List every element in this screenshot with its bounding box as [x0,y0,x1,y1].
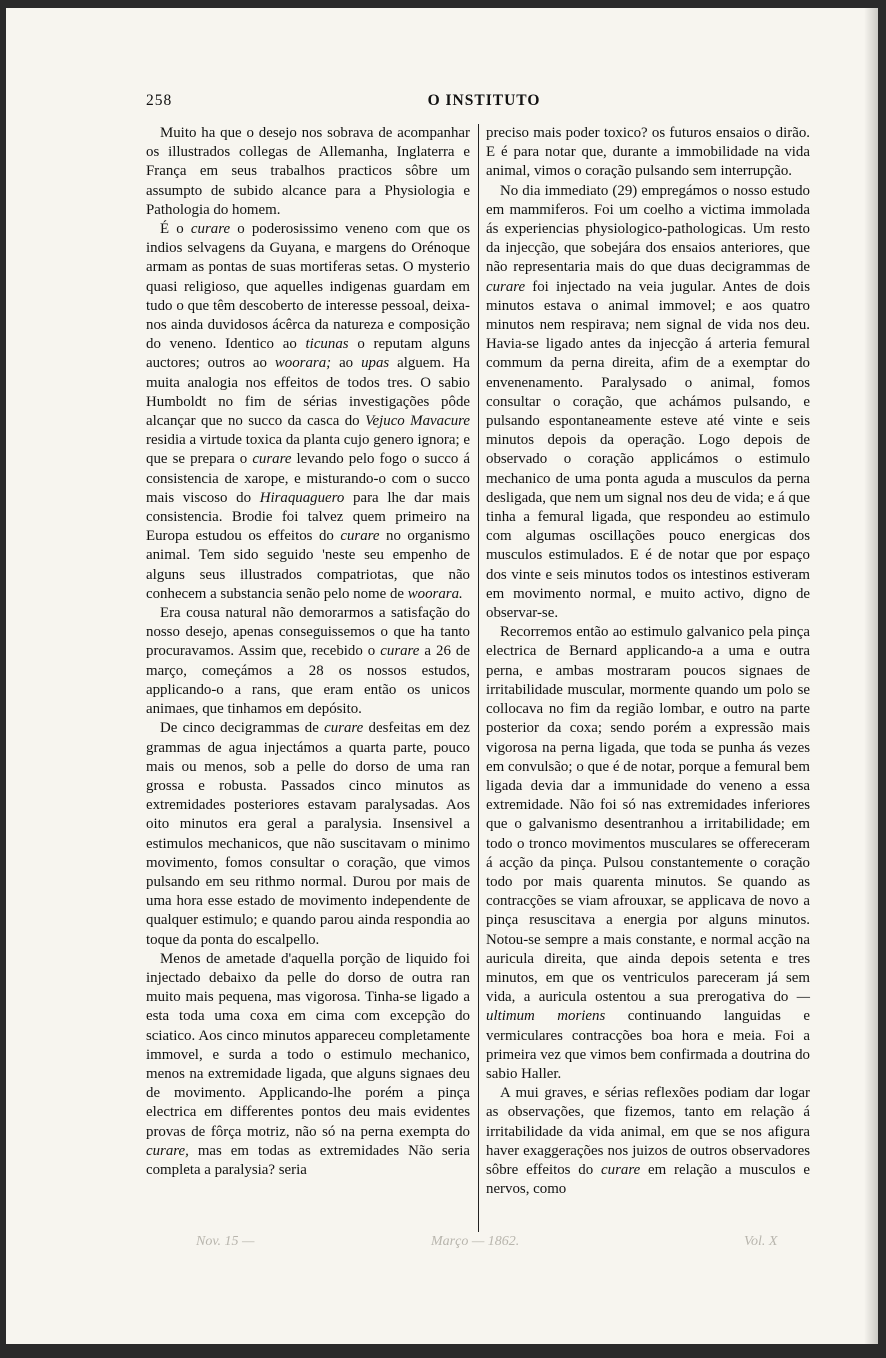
left-column [146,124,470,1180]
paragraph: De cinco decigrammas de curare desfeitas em dez grammas de agua injectámos a quarta parte, pouco mais ou menos, sob a pelle do dorso de uma ran grossa e robusta. Passados cinco minutos as extremidades posteriores estavam paralysadas. Aos oito minutos era geral a paralysia. Insensivel a estimulos mechanicos, que não suscitavam o minimo movimento, fomos consultar o coração, que vimos pulsando em seu rithmo normal. Durou por mais de uma hora esse estado de movimento independente de qualquer estimulo; e quando parou ainda respondia ao toque da ponta do escalpello. [146,720,471,948]
paragraph: Muito ha que o desejo nos sobrava de acompanhar os illustrados collegas de Allemanha, Inglaterra e França em seus trabalhos practicos sôbre um assumpto de subido alcance para a Physiologia e Pathologia do homem. [146,125,470,218]
paragraph: preciso mais poder toxico? os futuros ensaios o dirão. E é para notar que, durante a immobilidade na vida animal, vimos o coração pulsando sem interrupção. [486,125,810,180]
page-number: 258 [146,92,173,109]
paragraph: Menos de ametade d'aquella porção de liquido foi injectado debaixo da pelle do dorso de outra ran muito mais pequena, mas vigorosa. Tinha-se ligado a esta toda uma coxa em cima com excepção do sciatico. Aos cinco minutos appareceu completamente immovel, e surda a todo o estimulo mechanico, menos na extremidade ligada, que alguns signaes deu de movimento. Applicando-lhe porém a pinça electrica em differentes pontos deu mais evidentes provas de fôrça motriz, não só na perna exempta do curare, mas em todas as extremidades Não seria completa a paralysia? seria [146,950,470,1178]
right-column [486,124,810,1199]
bleed-through-footer [146,1234,822,1256]
paragraph: A mui graves, e sérias reflexões podiam dar logar as observações, que fizemos, tanto em relação á irritabilidade da vida animal, em que se nos afigura haver exaggerações nos juizos de outros observadores sôbre effeitos do curare em relação a musculos e nervos, como [486,1085,810,1198]
running-title: O INSTITUTO [427,92,541,109]
column-divider [478,124,479,1232]
ghost-right: Vol. X [744,1234,778,1249]
ghost-left: Nov. 15 — [196,1234,255,1249]
ghost-center: Março — 1862. [431,1234,520,1249]
paragraph: No dia immediato (29) empregámos o nosso estudo em mammiferos. Foi um coelho a victima immolada ás experiencias physiologico-pathologicas. Um resto da injecção, que sobejára dos ensaios anteriores, que não representaria mais do que duas decigrammas de curare foi injectado na veia jugular. Antes de dois minutos estava o animal immovel; e aos quatro minutos nem respirava; nem signal de vida nos deu. Havia-se ligado antes da injecção á arteria femural commum da perna direita, afim de a exemptar do envenenamento. Paralysado o animal, fomos consultar o coração, que achámos pulsando, e pulsando espontaneamente esteve até vinte e seis minutos depois da operação. Logo depois de observado o coração applicámos o estimulo mechanico de uma ponta aguda a musculos da perna desligada, que nem um signal nos deu de vida; e á que tinha a femural ligada, que respondeu ao estimulo com algumas oscillações pouco energicas dos musculos estimulados. E é de notar que por espaço dos vinte e seis minutos todos os intestinos estiveram em movimento normal, e muito activo, digno de observar-se. [486,182,810,622]
paragraph: Era cousa natural não demorarmos a satisfação do nosso desejo, apenas conseguissemos o que ha tanto procuravamos. Assim que, recebido o curare a 26 de março, começámos a 28 os nossos estudos, applicando-o a rans, que eram então os unicos animaes, que tinhamos em depósito. [146,605,470,718]
paragraph: Recorremos então ao estimulo galvanico pela pinça electrica de Bernard applicando-a a uma e outra perna, e ambas mostraram poucos signaes de irritabilidade muscular, mormente quando um polo se collocava no fim da região lombar, e outro na parte posterior da coxa; sendo porém a expressão mais vigorosa na perna ligada, que toda se punha ás vezes em convulsão; o que é de notar, porque a femural bem ligada devia dar a immunidade do veneno a essa extremidade. Não foi só nas extremidades inferiores que o galvanismo desentranhou a irritabilidade; em todo o tronco movimentos musculares se offereceram á acção da pinça. Pulsou constantemente o coração todo por mais quarenta minutos. Se quando as contracções se viam afrouxar, se applicava de novo a pinça resuscitava a energia por alguns minutos. Notou-se sempre a mais constante, e normal acção na auricula direita, que ainda depois setenta e tres minutos, em que os ventriculos pareceram já sem vida, a auricula ostentou a sua prerogativa do — ultimum moriens continuando languidas e vermiculares contracções boa hora e meia. Foi a primeira vez que vimos bem confirmada a doutrina do sabio Haller. [486,624,810,1082]
page-header [146,92,822,116]
paragraph: É o curare o poderosissimo veneno com que os indios selvagens da Guyana, e margens do Orénoque armam as pontas de suas mortiferas setas. O mysterio quasi religioso, que aquelles indigenas guardam em tudo o que têm descoberto de interesse pessoal, deixa-nos ainda duvidosos ácêrca da natureza e composição do veneno. Identico ao ticunas o reputam alguns auctores; outros ao woorara; ao upas alguem. Ha muita analogia nos effeitos de todos tres. O sabio Humboldt no fim de sérias investigações pôde alcançar que no succo da casca do Vejuco Mavacure residia a virtude toxica da planta cujo genero ignora; e que se prepara o curare levando pelo fogo o succo á consistencia de xarope, e misturando-o com o succo mais viscoso do Hiraquaguero para lhe dar mais consistencia. Brodie foi talvez quem primeiro na Europa estudou os effeitos do curare no organismo animal. Tem sido seguido 'neste seu empenho de alguns seus illustrados compatriotas, que não conhecem a substancia senão pelo nome de woorara. [146,221,470,602]
scanned-page [6,8,878,1344]
